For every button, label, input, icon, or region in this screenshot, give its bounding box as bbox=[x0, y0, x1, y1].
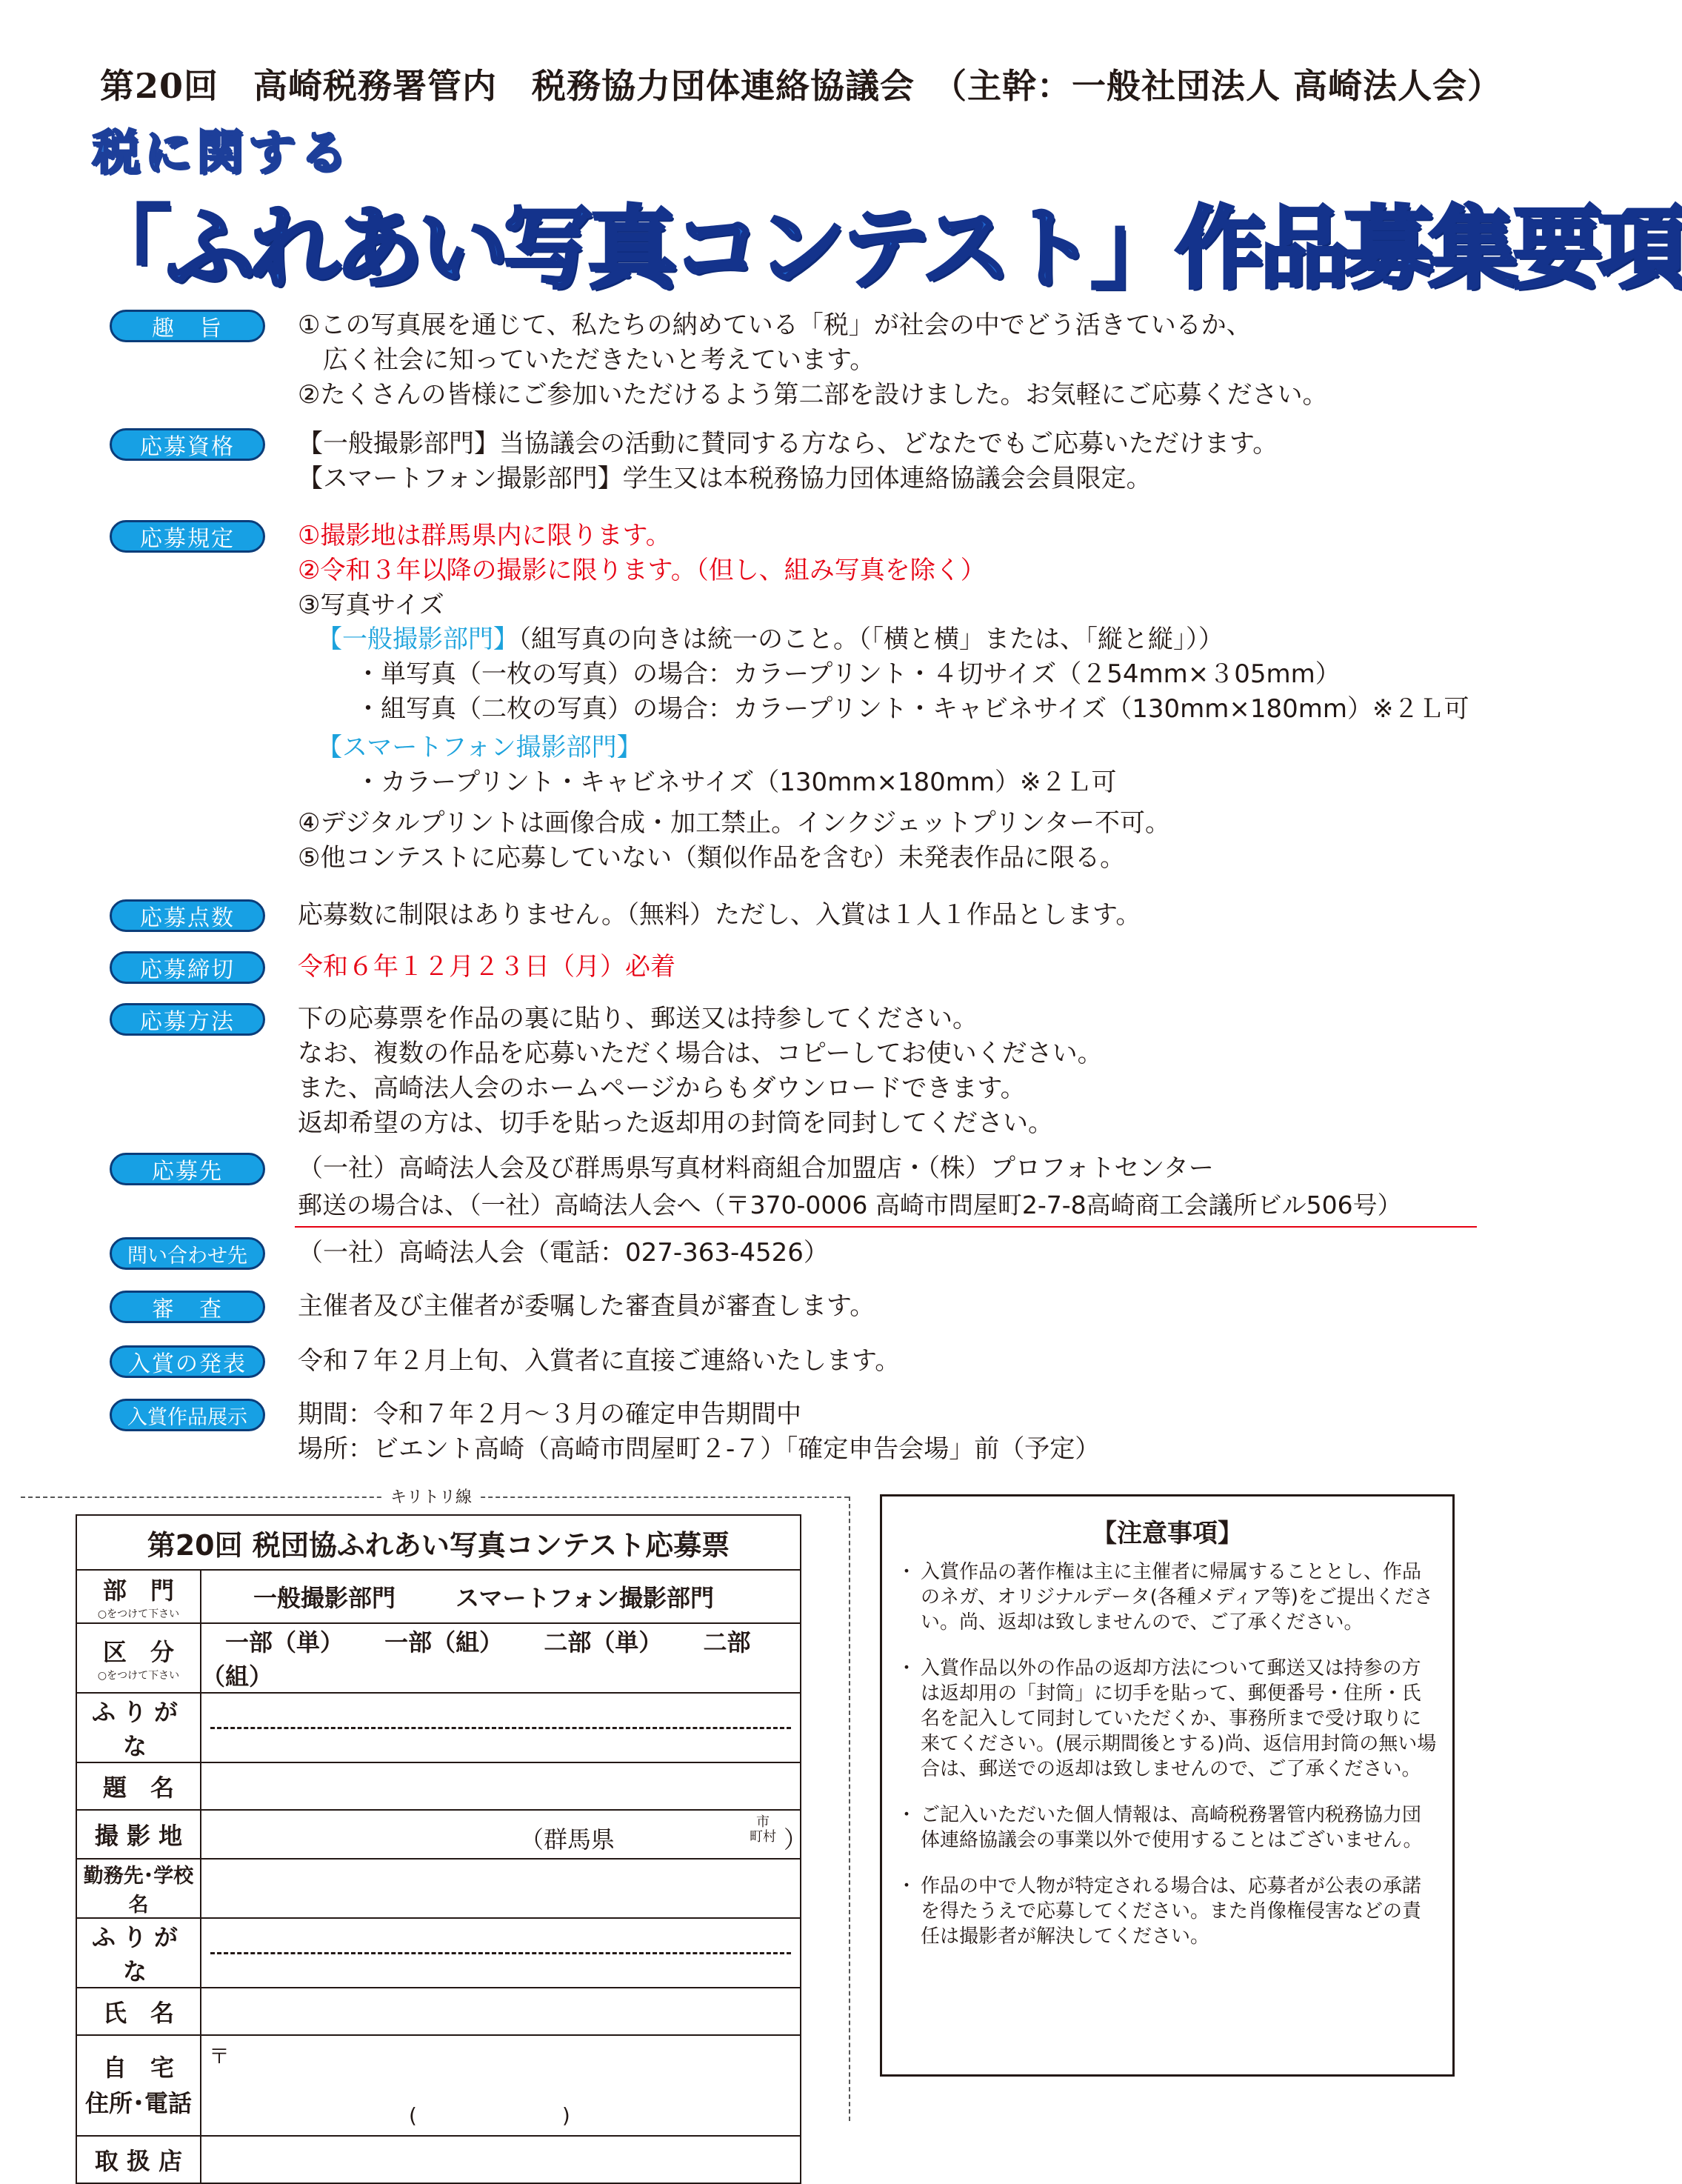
phone-parens: ( ) bbox=[409, 2103, 570, 2128]
kitei-rule-5: ⑤他コンテストに応募していない（類似作品を含む）未発表作品に限る。 bbox=[298, 843, 1126, 873]
label-shimekiri: 応募締切 bbox=[110, 951, 265, 984]
red-underline bbox=[295, 1226, 1477, 1228]
sub-title: 税に関する bbox=[93, 126, 352, 181]
toriatsukai-label: 取 扱 店 bbox=[76, 2136, 201, 2183]
kubun-opt-2[interactable]: 一部（組） bbox=[384, 1628, 504, 1657]
kitei-smart-label: 【スマートフォン撮影部門】 bbox=[317, 733, 642, 762]
kubun-opt-4[interactable]: 二部（組） bbox=[201, 1628, 751, 1691]
daimei-furigana-label: ふりがな bbox=[76, 1693, 201, 1762]
shimekiri-text: 令和６年１２月２３日（月）必着 bbox=[298, 952, 675, 982]
page-header: 第20回 高崎税務署管内 税務協力団体連絡協議会 （主幹：一般社団法人 高崎法人会） bbox=[100, 66, 1503, 106]
kinmu-label: 勤務先･学校名 bbox=[76, 1859, 201, 1918]
tenji-line-1: 期間：令和７年２月～３月の確定申告期間中 bbox=[298, 1399, 801, 1429]
kubun-options[interactable] bbox=[201, 1623, 801, 1693]
jusho-label: 住所･電話 bbox=[84, 2089, 192, 2117]
kubun-header bbox=[76, 1623, 201, 1693]
jusho-header bbox=[76, 2035, 201, 2136]
kubun-note: ○をつけて下さい bbox=[97, 1670, 180, 1682]
shi-label: 市 bbox=[756, 1814, 770, 1830]
hoho-line-2: なお、複数の作品を応募いただく場合は、コピーしてお使いください。 bbox=[298, 1039, 1103, 1068]
label-shushi: 趣 旨 bbox=[110, 310, 265, 342]
bumon-opt-ippan[interactable]: 一般撮影部門 bbox=[253, 1584, 396, 1612]
bumon-options[interactable] bbox=[201, 1570, 801, 1623]
kubun-label: 区 分 bbox=[102, 1638, 174, 1666]
bumon-note: ○をつけて下さい bbox=[97, 1608, 180, 1620]
notice-title: 【注意事項】 bbox=[1092, 1519, 1243, 1548]
label-shinsa: 審 査 bbox=[110, 1291, 265, 1323]
gunma-prefix: （群馬県 bbox=[520, 1825, 615, 1854]
kubun-opt-1[interactable]: 一部（単） bbox=[225, 1628, 344, 1657]
kitei-rule-3: ③写真サイズ bbox=[298, 590, 444, 620]
kitei-ippan bbox=[317, 622, 1224, 657]
shi-chouson bbox=[750, 1815, 776, 1845]
saki-line-2: 郵送の場合は、（一社）高崎法人会へ（〒370-0006 高崎市問屋町2-7-8高崎商工会議所ビル506号） bbox=[298, 1191, 1402, 1219]
cut-line-vertical bbox=[849, 1496, 850, 2121]
notice-box bbox=[880, 1494, 1455, 2077]
shinsa-text: 主催者及び主催者が委嘱した審査員が審査します。 bbox=[298, 1291, 875, 1321]
label-tenji: 入賞作品展示 bbox=[110, 1399, 265, 1431]
shimei-label: 氏 名 bbox=[76, 1988, 201, 2035]
kitei-smart-size: ・カラープリント・キャビネサイズ（130mm×180mm）※２Ｌ可 bbox=[356, 768, 1117, 797]
shushi-line-1: ①この写真展を通じて、私たちの納めている「税」が社会の中でどう活きているか、 bbox=[298, 310, 1252, 340]
bumon-label: 部 門 bbox=[102, 1577, 174, 1605]
jitaku-label: 自 宅 bbox=[102, 2054, 174, 2082]
tensu-text: 応募数に制限はありません。（無料）ただし、入賞は１人１作品とします。 bbox=[298, 900, 1141, 930]
ippan-label: 【一般撮影部門】 bbox=[317, 625, 518, 654]
label-happyo: 入賞の発表 bbox=[110, 1345, 265, 1378]
hoho-line-1: 下の応募票を作品の裏に貼り、郵送又は持参してください。 bbox=[298, 1004, 978, 1033]
tenji-line-2: 場所：ビエント高崎（高崎市問屋町２-７）「確定申告会場」前（予定） bbox=[298, 1434, 1101, 1464]
daimei-furigana-field[interactable] bbox=[201, 1693, 801, 1762]
shikaku-line-1: 【一般撮影部門】当協議会の活動に賛同する方なら、どなたでもご応募いただけます。 bbox=[298, 429, 1278, 459]
notice-item: ・ 作品の中で人物が特定される場合は、応募者が公表の承諾を得たうえで応募してください。また肖像権侵害などの責任は撮影者が解決してください。 bbox=[903, 1874, 1438, 1949]
toiawase-text: （一社）高崎法人会（電話：027-363-4526） bbox=[298, 1238, 829, 1268]
shimei-field[interactable] bbox=[201, 1988, 801, 2035]
kitei-set: ・組写真（二枚の写真）の場合：カラープリント・キャビネサイズ（130mm×180mm）※２Ｌ可 bbox=[356, 694, 1469, 724]
notice-list bbox=[882, 1559, 1452, 1949]
cut-label: キリトリ線 bbox=[381, 1485, 481, 1508]
happyo-text: 令和７年２月上旬、入賞者に直接ご連絡いたします。 bbox=[298, 1346, 901, 1376]
hoho-line-4: 返却希望の方は、切手を貼った返却用の封筒を同封してください。 bbox=[298, 1108, 1053, 1138]
label-shikaku: 応募資格 bbox=[110, 428, 265, 461]
label-saki: 応募先 bbox=[110, 1153, 265, 1185]
kubun-opt-3[interactable]: 二部（単） bbox=[544, 1628, 663, 1657]
shimei-furigana-field[interactable] bbox=[201, 1918, 801, 1988]
kitei-rule-1: ①撮影地は群馬県内に限ります。 bbox=[298, 521, 671, 550]
notice-item: ・ ご記入いただいた個人情報は、高崎税務署管内税務協力団体連絡協議会の事業以外で使用することはございません。 bbox=[903, 1802, 1438, 1853]
label-tensu: 応募点数 bbox=[110, 899, 265, 932]
shushi-line-3: ②たくさんの皆様にご参加いただけるよう第二部を設けました。お気軽にご応募ください。 bbox=[298, 380, 1328, 410]
label-kitei: 応募規定 bbox=[110, 520, 265, 553]
close-paren: ） bbox=[784, 1825, 808, 1854]
daimei-label: 題 名 bbox=[76, 1762, 201, 1810]
ippan-note: （組写真の向きは統一のこと。（「横と横」または、「縦と縦」）） bbox=[518, 625, 1224, 654]
satsuei-label: 撮 影 地 bbox=[76, 1810, 201, 1859]
hoho-line-3: また、高崎法人会のホームページからもダウンロードできます。 bbox=[298, 1073, 1026, 1103]
shikaku-line-2: 【スマートフォン撮影部門】学生又は本税務協力団体連絡協議会会員限定。 bbox=[298, 464, 1152, 493]
satsuei-field[interactable] bbox=[201, 1810, 808, 1859]
notice-item: ・ 入賞作品以外の作品の返却方法について郵送又は持参の方は返却用の「封筒」に切手を貼って、郵便番号・住所・氏名を記入して同封していただくか、事務所まで受け取りに来てください。(展示期間後とする)尚、返信用封筒の無い場合は、郵送での返却は致しませんので、ご了承ください。 bbox=[903, 1656, 1438, 1782]
bumon-opt-smart[interactable]: スマートフォン撮影部門 bbox=[455, 1584, 714, 1612]
kitei-rule-2: ②令和３年以降の撮影に限ります。（但し、組み写真を除く） bbox=[298, 556, 986, 585]
notice-item: ・ 入賞作品の著作権は主に主催者に帰属することとし、作品のネガ、オリジナルデータ(各種メディア等)をご提出ください。尚、返却は致しませんので、ご了承ください。 bbox=[903, 1559, 1438, 1635]
kinmu-field[interactable] bbox=[201, 1859, 801, 1918]
entry-form bbox=[76, 1514, 808, 2184]
shimei-furigana-label: ふりがな bbox=[76, 1918, 201, 1988]
postal-mark: 〒 bbox=[209, 2044, 230, 2068]
toriatsukai-field[interactable] bbox=[201, 2136, 801, 2183]
form-title: 第20回 税団協ふれあい写真コンテスト応募票 bbox=[76, 1515, 801, 1570]
main-title: 「ふれあい写真コンテスト」作品募集要項 bbox=[81, 198, 1682, 301]
shushi-line-2: 広く社会に知っていただきたいと考えています。 bbox=[298, 345, 875, 375]
jusho-field[interactable] bbox=[201, 2035, 801, 2136]
bumon-header bbox=[76, 1570, 201, 1623]
kitei-rule-4: ④デジタルプリントは画像合成・加工禁止。インクジェットプリンター不可。 bbox=[298, 808, 1170, 838]
saki-line-1: （一社）高崎法人会及び群馬県写真材料商組合加盟店・（株）プロフォトセンター bbox=[298, 1153, 1214, 1183]
label-toiawase: 問い合わせ先 bbox=[110, 1237, 265, 1270]
kitei-single: ・単写真（一枚の写真）の場合：カラープリント・４切サイズ（２54mm×３05mm） bbox=[356, 659, 1341, 689]
label-hoho: 応募方法 bbox=[110, 1003, 265, 1036]
chouson-label: 町村 bbox=[750, 1829, 776, 1845]
daimei-field[interactable] bbox=[201, 1762, 801, 1810]
